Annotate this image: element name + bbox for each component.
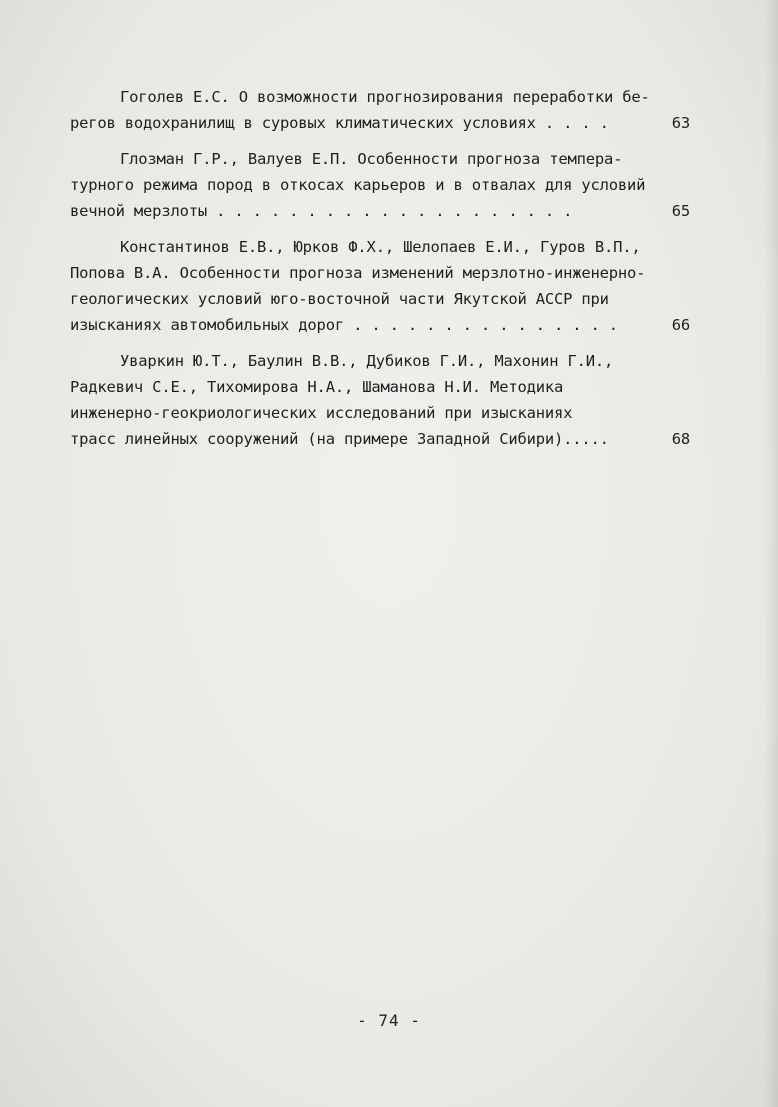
toc-line [70, 312, 690, 338]
toc-line-text: Глозман Г.Р., Валуев Е.П. Особенности прогноза темпера- [120, 150, 623, 168]
toc-entry [70, 146, 690, 224]
toc-line [70, 286, 690, 312]
bleed-through-text [60, 440, 720, 960]
toc-page-number: 66 [671, 316, 690, 334]
toc-line [70, 234, 690, 260]
page-number: - 74 - [357, 1011, 421, 1030]
toc-line [70, 146, 690, 172]
toc-line [70, 400, 690, 426]
table-of-contents [70, 84, 690, 462]
toc-line [70, 348, 690, 374]
toc-line-text: вечной мерзлоты . . . . . . . . . . . . . . . . . . . . [70, 202, 573, 220]
toc-line [70, 374, 690, 400]
toc-line-text: Радкевич С.Е., Тихомирова Н.А., Шаманова Н.И. Методика [70, 378, 564, 396]
toc-line [70, 198, 690, 224]
toc-entry [70, 84, 690, 136]
toc-page-number: 65 [671, 202, 690, 220]
toc-page-number: 63 [671, 114, 690, 132]
toc-line-text: Уваркин Ю.Т., Баулин В.В., Дубиков Г.И., Махонин Г.И., [120, 352, 614, 370]
toc-line-text: трасс линейных сооружений (на примере Западной Сибири)..... [70, 430, 609, 448]
page-edge-shadow [764, 0, 778, 1107]
toc-line-text: регов водохранилищ в суровых климатических условиях . . . . [70, 114, 609, 132]
toc-line-text: Попова В.А. Особенности прогноза изменений мерзлотно-инженерно- [70, 264, 646, 282]
toc-line-text: турного режима пород в откосах карьеров и в отвалах для условий [70, 176, 646, 194]
toc-page-number: 68 [671, 430, 690, 448]
toc-line-text: геологических условий юго-восточной части Якутской АССР при [70, 290, 609, 308]
toc-line [70, 260, 690, 286]
toc-entry [70, 234, 690, 338]
toc-line [70, 426, 690, 452]
toc-line [70, 110, 690, 136]
toc-line [70, 84, 690, 110]
toc-line-text: Константинов Е.В., Юрков Ф.Х., Шелопаев Е.И., Гуров В.П., [120, 238, 641, 256]
toc-line [70, 172, 690, 198]
toc-entry [70, 348, 690, 452]
toc-line-text: изысканиях автомобильных дорог . . . . . . . . . . . . . . . [70, 316, 618, 334]
toc-line-text: инженерно-геокриологических исследований при изысканиях [70, 404, 573, 422]
toc-line-text: Гоголев Е.С. О возможности прогнозирования переработки бе- [120, 88, 650, 106]
